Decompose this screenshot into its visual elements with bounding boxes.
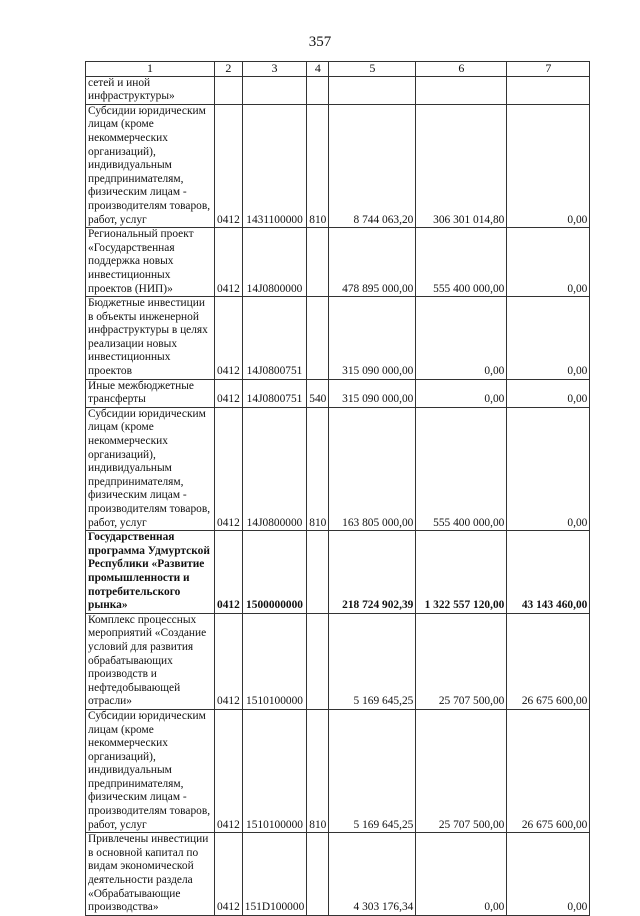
row-name: Субсидии юридическим лицам (кроме некоммерческих организаций), индивидуальным предпринимателям, физическим лицам - производителям товаров, работ, услуг bbox=[86, 709, 215, 832]
table-row bbox=[86, 228, 590, 297]
header-row bbox=[86, 62, 590, 77]
row-name: Субсидии юридическим лицам (кроме некоммерческих организаций), индивидуальным предпринимателям, физическим лицам - производителям товаров, работ, услуг bbox=[86, 104, 215, 227]
table-row bbox=[86, 297, 590, 380]
row-value-col5 bbox=[329, 76, 416, 104]
table-row bbox=[86, 104, 590, 227]
row-value-col5: 478 895 000,00 bbox=[329, 228, 416, 297]
row-type bbox=[307, 76, 329, 104]
row-value-col6: 25 707 500,00 bbox=[416, 709, 507, 832]
header-col-1: 1 bbox=[86, 62, 215, 77]
row-name: Привлечены инвестиции в основной капитал по видам экономической деятельности раздела «Обрабатывающие производства» bbox=[86, 833, 215, 916]
row-section: 0412 bbox=[215, 531, 243, 614]
row-value-col5: 315 090 000,00 bbox=[329, 379, 416, 407]
row-value-col6: 555 400 000,00 bbox=[416, 228, 507, 297]
row-value-col6: 25 707 500,00 bbox=[416, 613, 507, 709]
row-name: Бюджетные инвестиции в объекты инженерной инфраструктуры в целях реализации новых инвестиционных проектов bbox=[86, 297, 215, 380]
row-code: 1431100000 bbox=[242, 104, 306, 227]
row-code: 14J0800751 bbox=[242, 379, 306, 407]
header-col-3: 3 bbox=[242, 62, 306, 77]
table-row bbox=[86, 833, 590, 916]
row-value-col5: 8 744 063,20 bbox=[329, 104, 416, 227]
table-row bbox=[86, 531, 590, 614]
page-number: 357 bbox=[308, 34, 332, 50]
row-value-col6: 0,00 bbox=[416, 379, 507, 407]
row-value-col6: 1 322 557 120,00 bbox=[416, 531, 507, 614]
row-name: Комплекс процессных мероприятий «Создание условий для развития обрабатывающих производств и нефтедобывающей отрасли» bbox=[86, 613, 215, 709]
row-name: Государственная программа Удмуртской Республики «Развитие промышленности и потребительского рынка» bbox=[86, 531, 215, 614]
row-section: 0412 bbox=[215, 613, 243, 709]
row-value-col7: 43 143 460,00 bbox=[507, 531, 590, 614]
table-row bbox=[86, 379, 590, 407]
row-section: 0412 bbox=[215, 709, 243, 832]
row-code: 151D100000 bbox=[242, 833, 306, 916]
header-col-5: 5 bbox=[329, 62, 416, 77]
row-value-col7: 0,00 bbox=[507, 407, 590, 530]
row-section: 0412 bbox=[215, 104, 243, 227]
row-type: 810 bbox=[307, 104, 329, 227]
header-col-2: 2 bbox=[215, 62, 243, 77]
header-col-4: 4 bbox=[307, 62, 329, 77]
row-value-col5: 4 303 176,34 bbox=[329, 833, 416, 916]
row-section: 0412 bbox=[215, 228, 243, 297]
row-value-col6 bbox=[416, 76, 507, 104]
row-code: 14J0800000 bbox=[242, 228, 306, 297]
row-code: 14J0800751 bbox=[242, 297, 306, 380]
row-value-col7: 26 675 600,00 bbox=[507, 709, 590, 832]
row-value-col6: 306 301 014,80 bbox=[416, 104, 507, 227]
table-row bbox=[86, 709, 590, 832]
row-name: Субсидии юридическим лицам (кроме некоммерческих организаций), индивидуальным предпринимателям, физическим лицам - производителям товаров, работ, услуг bbox=[86, 407, 215, 530]
row-code: 1510100000 bbox=[242, 613, 306, 709]
row-value-col7: 0,00 bbox=[507, 228, 590, 297]
row-value-col5: 315 090 000,00 bbox=[329, 297, 416, 380]
row-type: 540 bbox=[307, 379, 329, 407]
row-value-col6: 555 400 000,00 bbox=[416, 407, 507, 530]
row-type bbox=[307, 531, 329, 614]
table-row bbox=[86, 76, 590, 104]
row-code bbox=[242, 76, 306, 104]
row-value-col7: 0,00 bbox=[507, 104, 590, 227]
row-type bbox=[307, 228, 329, 297]
row-code: 1500000000 bbox=[242, 531, 306, 614]
row-name: Региональный проект «Государственная поддержка новых инвестиционных проектов (НИП)» bbox=[86, 228, 215, 297]
row-value-col5: 163 805 000,00 bbox=[329, 407, 416, 530]
row-value-col5: 5 169 645,25 bbox=[329, 613, 416, 709]
row-value-col6: 0,00 bbox=[416, 297, 507, 380]
row-code: 14J0800000 bbox=[242, 407, 306, 530]
row-type bbox=[307, 833, 329, 916]
table-row bbox=[86, 613, 590, 709]
row-name: Иные межбюджетные трансферты bbox=[86, 379, 215, 407]
row-value-col5: 5 169 645,25 bbox=[329, 709, 416, 832]
header-col-6: 6 bbox=[416, 62, 507, 77]
row-type: 810 bbox=[307, 407, 329, 530]
row-value-col7: 0,00 bbox=[507, 379, 590, 407]
row-section: 0412 bbox=[215, 297, 243, 380]
row-value-col7: 0,00 bbox=[507, 833, 590, 916]
row-type bbox=[307, 613, 329, 709]
row-type: 810 bbox=[307, 709, 329, 832]
budget-table bbox=[85, 61, 590, 916]
row-value-col5: 218 724 902,39 bbox=[329, 531, 416, 614]
row-section: 0412 bbox=[215, 833, 243, 916]
table-row bbox=[86, 407, 590, 530]
row-type bbox=[307, 297, 329, 380]
row-value-col6: 0,00 bbox=[416, 833, 507, 916]
row-value-col7: 0,00 bbox=[507, 297, 590, 380]
row-code: 1510100000 bbox=[242, 709, 306, 832]
row-section: 0412 bbox=[215, 379, 243, 407]
row-section: 0412 bbox=[215, 407, 243, 530]
row-section bbox=[215, 76, 243, 104]
header-col-7: 7 bbox=[507, 62, 590, 77]
row-value-col7 bbox=[507, 76, 590, 104]
row-name: сетей и иной инфраструктуры» bbox=[86, 76, 215, 104]
row-value-col7: 26 675 600,00 bbox=[507, 613, 590, 709]
